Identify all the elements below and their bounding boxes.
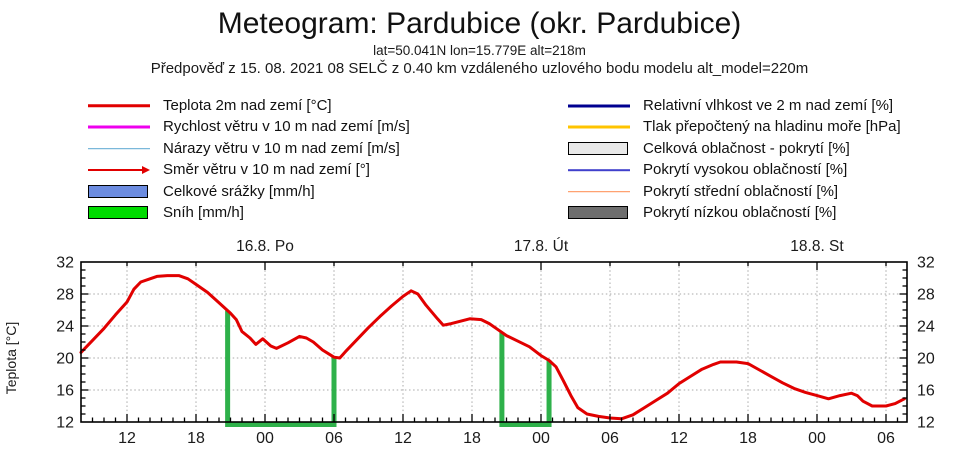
line-swatch-icon: [568, 191, 630, 193]
y-tick-label-right: 24: [917, 318, 935, 336]
y-tick-label-left: 20: [56, 350, 74, 368]
legend-label: Pokrytí vysokou oblačností [%]: [643, 161, 848, 179]
legend-line-swatch: [88, 99, 152, 113]
legend-item: [568, 138, 901, 160]
legend-label: Teplota 2m nad zemí [°C]: [163, 96, 332, 114]
x-tick-label: 00: [256, 430, 274, 447]
box-swatch-icon: [88, 206, 148, 219]
x-tick-label: 06: [325, 430, 343, 447]
x-tick-label: 00: [532, 430, 550, 447]
x-tick-label: 12: [670, 430, 688, 447]
legend-label: Sníh [mm/h]: [163, 204, 244, 222]
x-tick-label: 06: [877, 430, 895, 447]
line-swatch-icon: [88, 104, 150, 108]
x-tick-label: 00: [808, 430, 826, 447]
x-tick-label: 18: [187, 430, 205, 447]
legend-line-swatch: [88, 120, 152, 134]
legend-item: [568, 181, 901, 203]
legend-item: [568, 95, 901, 117]
legend-label: Pokrytí střední oblačností [%]: [643, 182, 839, 200]
y-tick-label-right: 28: [917, 286, 935, 304]
legend-item: [568, 203, 901, 225]
y-tick-label-left: 12: [56, 414, 74, 432]
legend-item: [88, 203, 410, 225]
legend-box-swatch: [88, 206, 152, 220]
day-label: 17.8. Út: [513, 238, 569, 255]
axis-ticks: [81, 262, 907, 422]
legend-label: Pokrytí nízkou oblačností [%]: [643, 204, 837, 222]
legend-line-swatch: [88, 142, 152, 156]
x-tick-label: 18: [463, 430, 481, 447]
forecast-info-subtitle: Předpověď z 15. 08. 2021 08 SELČ z 0.40 km vzdáleného uzlového bodu modelu alt_model=220m: [150, 60, 809, 77]
legend-item: [88, 138, 410, 160]
legend-label: Celková oblačnost - pokrytí [%]: [643, 139, 850, 157]
legend-box-swatch: [568, 142, 632, 156]
day-label: 18.8. St: [790, 238, 844, 255]
box-swatch-icon: [88, 185, 148, 198]
legend-item: [88, 160, 410, 182]
legend-item: [568, 117, 901, 139]
line-swatch-icon: [568, 126, 630, 129]
y-tick-label-right: 12: [917, 414, 935, 432]
y-tick-label-right: 20: [917, 350, 935, 368]
y-axis-title: Teplota [°C]: [3, 321, 19, 395]
y-tick-label-left: 16: [56, 382, 74, 400]
legend-column-left: [88, 95, 410, 224]
page-title: Meteogram: Pardubice (okr. Pardubice): [217, 7, 742, 40]
meteogram-chart: [0, 230, 959, 450]
legend-column-right: [568, 95, 901, 224]
legend-line-swatch: [568, 99, 632, 113]
legend-box-swatch: [568, 206, 632, 220]
wind-direction-arrow-icon: [88, 169, 143, 171]
legend-item: [88, 181, 410, 203]
grid-lines: [81, 262, 907, 422]
box-swatch-icon: [568, 142, 628, 155]
legend-label: Směr větru v 10 m nad zemí [°]: [163, 161, 370, 179]
legend-arrow-swatch: [88, 163, 152, 177]
legend-label: Rychlost větru v 10 m nad zemí [m/s]: [163, 118, 410, 136]
legend-label: Relativní vlhkost ve 2 m nad zemí [%]: [643, 96, 894, 114]
coordinates-subtitle: lat=50.041N lon=15.779E alt=218m: [373, 43, 586, 58]
legend-item: [568, 160, 901, 182]
line-swatch-icon: [88, 148, 150, 150]
temperature-curve: [81, 276, 904, 419]
line-swatch-icon: [568, 169, 630, 171]
axis-labels: [3, 238, 935, 447]
legend-item: [88, 95, 410, 117]
day-label: 16.8. Po: [236, 238, 294, 255]
legend-line-swatch: [568, 163, 632, 177]
line-swatch-icon: [88, 126, 150, 129]
legend-box-swatch: [88, 185, 152, 199]
legend-label: Celkové srážky [mm/h]: [163, 182, 315, 200]
legend-line-swatch: [568, 120, 632, 134]
x-tick-label: 12: [118, 430, 136, 447]
arrow-head-icon: [142, 166, 150, 174]
legend-label: Nárazy větru v 10 m nad zemí [m/s]: [163, 139, 400, 157]
y-tick-label-right: 32: [917, 254, 935, 272]
y-tick-label-right: 16: [917, 382, 935, 400]
y-tick-label-left: 32: [56, 254, 74, 272]
x-tick-label: 06: [601, 430, 619, 447]
legend-item: [88, 117, 410, 139]
x-tick-label: 18: [739, 430, 757, 447]
y-tick-label-left: 24: [56, 318, 74, 336]
x-tick-label: 12: [394, 430, 412, 447]
legend-line-swatch: [568, 185, 632, 199]
box-swatch-icon: [568, 206, 628, 219]
y-tick-label-left: 28: [56, 286, 74, 304]
legend-label: Tlak přepočtený na hladinu moře [hPa]: [643, 118, 901, 136]
plot-border: [81, 262, 907, 422]
line-swatch-icon: [568, 104, 630, 107]
snow-interval-bars: [228, 311, 549, 425]
